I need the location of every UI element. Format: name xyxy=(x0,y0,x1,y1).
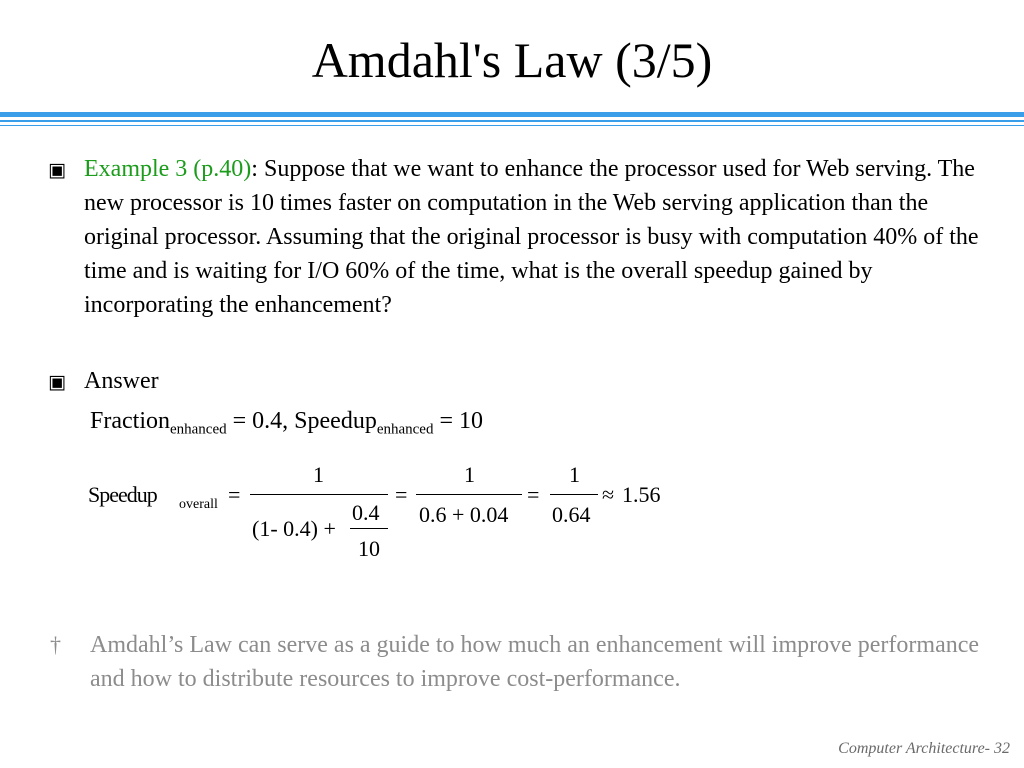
speedup-word: Speedup xyxy=(294,408,377,434)
equals-sign: = xyxy=(395,482,408,507)
fraction1-numerator: 1 xyxy=(313,462,324,487)
fraction-subscript: enhanced xyxy=(169,421,227,438)
slide-title: Amdahl's Law (3/5) xyxy=(311,32,713,88)
speedup-value: = 10 xyxy=(433,408,484,434)
example-label: Example 3 (p.40) xyxy=(84,156,252,182)
fraction-value: = 0.4, xyxy=(226,408,295,434)
answer-heading: Answer xyxy=(84,368,159,394)
inner-fraction-numerator: 0.4 xyxy=(352,500,380,525)
slide-footer: Computer Architecture- 32 xyxy=(838,740,1010,757)
example-bullet xyxy=(84,152,984,322)
fraction-word: Fraction xyxy=(90,408,170,434)
equals-sign: = xyxy=(228,482,241,507)
equals-sign: = xyxy=(527,482,540,507)
fraction1-denominator-left: (1- 0.4) + xyxy=(252,516,336,541)
fraction2-bar xyxy=(416,494,522,495)
speedup-subscript: enhanced xyxy=(376,421,434,438)
fraction3-bar xyxy=(550,494,598,495)
fraction3-numerator: 1 xyxy=(569,462,580,487)
dagger-icon: † xyxy=(50,632,61,657)
speedup-equation xyxy=(86,452,706,572)
footnote-text: Amdahl’s Law can serve as a guide to how much an enhancement will improve performance and how to distribute resources to improve cost-performance. xyxy=(90,632,980,692)
inner-fraction-denominator: 10 xyxy=(358,536,380,561)
equation-result: 1.56 xyxy=(622,482,661,507)
fraction2-denominator: 0.6 + 0.04 xyxy=(419,502,509,527)
equation-lhs-subscript: overall xyxy=(179,497,218,512)
equation-lhs: Speedup xyxy=(88,482,157,507)
given-values xyxy=(90,404,483,446)
bullet-icon: ▣ xyxy=(48,160,66,181)
bullet-icon: ▣ xyxy=(48,372,66,393)
example-text: : Suppose that we want to enhance the processor used for Web serving. The new processor is 10 times faster on computation in the Web serving application than the original processor. Assuming that the original processor is busy with computation 40% of the time and is waiting for I/O 60% of the time, what is the overall speedup gained by incorporating the enhancement? xyxy=(84,156,979,318)
approx-sign: ≈ xyxy=(602,482,615,507)
fraction2-numerator: 1 xyxy=(464,462,475,487)
inner-fraction-bar xyxy=(350,528,388,529)
fraction1-bar xyxy=(250,494,388,495)
fraction3-denominator: 0.64 xyxy=(552,502,591,527)
